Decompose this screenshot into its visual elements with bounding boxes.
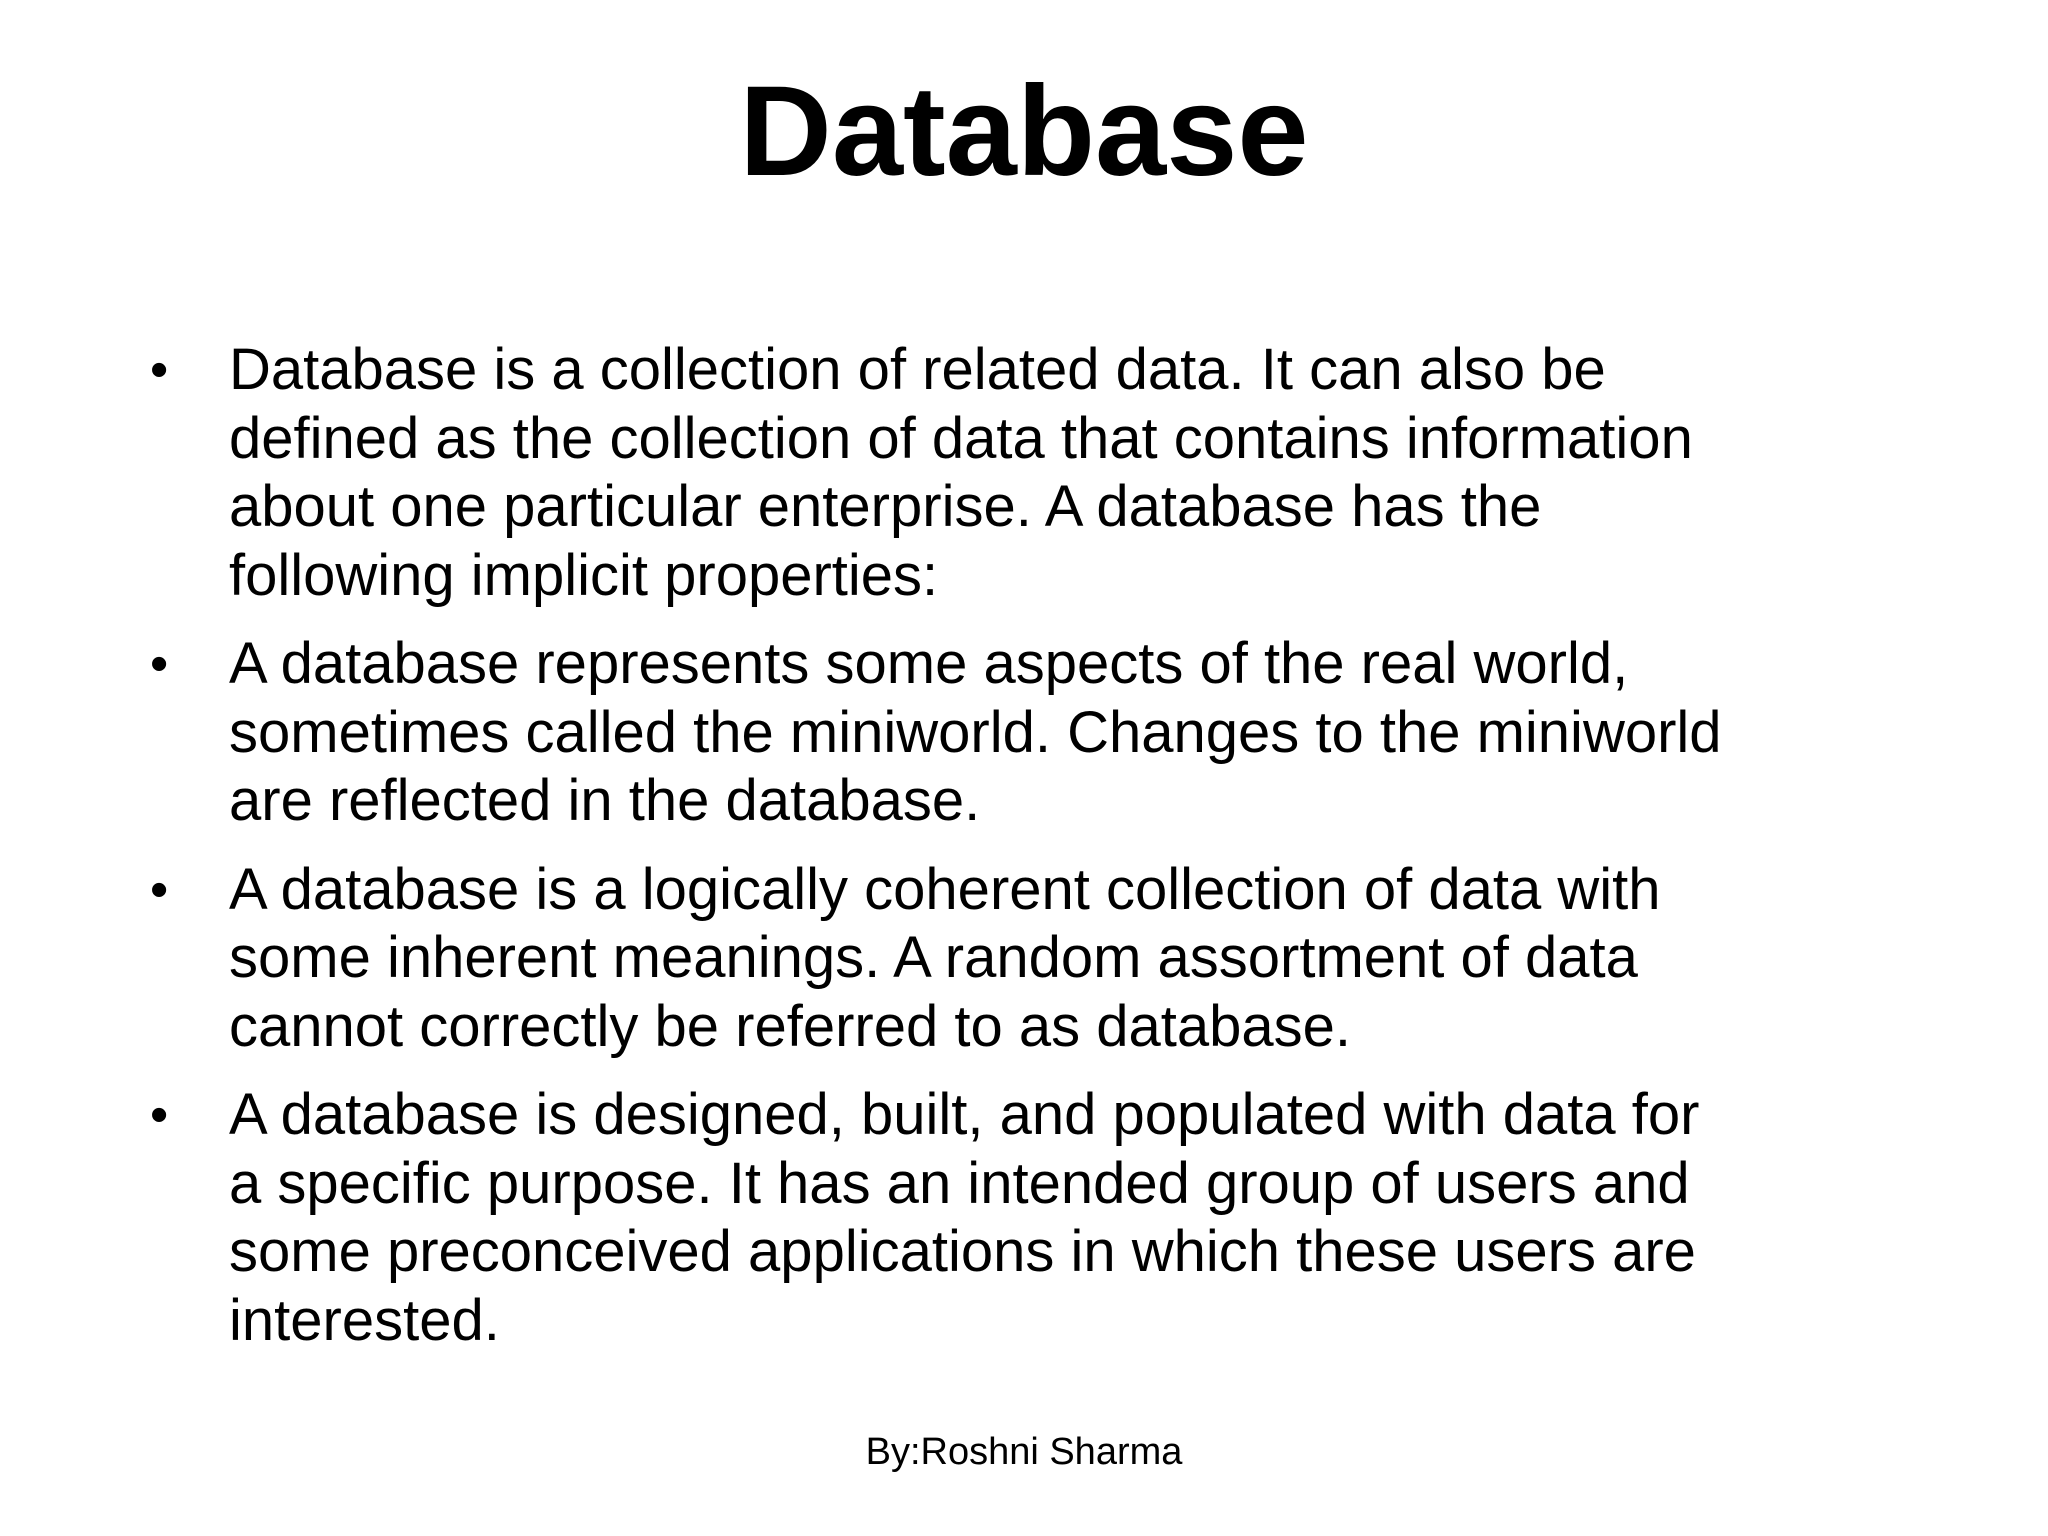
bullet-item <box>140 856 1900 1062</box>
bullet-marker: • <box>150 341 169 399</box>
bullet-line: A database is a logically coherent collection of data with <box>229 856 1661 922</box>
bullet-line: A database represents some aspects of the real world, <box>229 631 1629 696</box>
author-footer: By:Roshni Sharma <box>865 1431 1183 1473</box>
bullet-marker: • <box>150 860 169 919</box>
bullet-line: some preconceived applications in which these users are <box>229 1219 1696 1284</box>
slide-title: Database <box>739 60 1309 203</box>
bullet-line: are reflected in the database. <box>229 768 981 833</box>
bullet-line: defined as the collection of data that contains information <box>229 405 1693 471</box>
bullet-line: a specific purpose. It has an intended group of users and <box>229 1150 1690 1216</box>
bullet-line: A database is designed, built, and populated with data for <box>229 1082 1700 1147</box>
bullet-line: interested. <box>229 1287 500 1353</box>
bullet-line: sometimes called the miniworld. Changes to the miniworld <box>229 699 1722 765</box>
bullet-line: some inherent meanings. A random assortment of data <box>229 925 1638 990</box>
bullet-item <box>140 630 1900 836</box>
bullet-line: about one particular enterprise. A database has the <box>229 474 1542 539</box>
bullet-list <box>140 336 1900 1375</box>
bullet-marker: • <box>150 635 169 693</box>
bullet-marker: • <box>150 1086 169 1144</box>
bullet-line: Database is a collection of related data. It can also be <box>229 337 1606 402</box>
bullet-line: cannot correctly be referred to as database. <box>229 993 1351 1059</box>
bullet-line: following implicit properties: <box>229 542 939 608</box>
bullet-item <box>140 336 1900 610</box>
bullet-item <box>140 1081 1900 1355</box>
